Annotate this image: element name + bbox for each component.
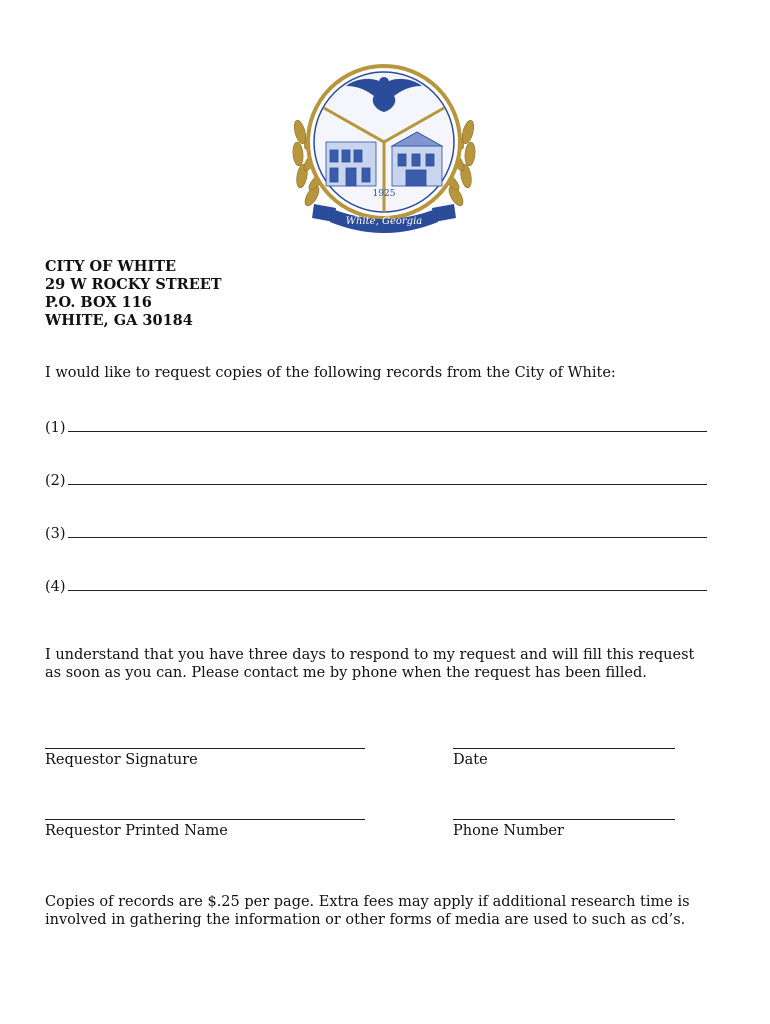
address-line-4: WHITE, GA 30184 [45, 312, 193, 329]
request-line-1[interactable] [45, 416, 707, 436]
address-line-2: 29 W ROCKY STREET [45, 276, 222, 293]
city-address [45, 258, 222, 330]
request-number: (2) [45, 473, 66, 489]
request-line-3[interactable] [45, 522, 707, 542]
request-blank[interactable] [68, 472, 707, 485]
date-blank[interactable] [453, 748, 675, 749]
request-blank[interactable] [68, 578, 707, 591]
fees-note: Copies of records are $.25 per page. Extra fees may apply if additional research time is involved in gathering the information or other forms of media are used to such as cd’s. [45, 894, 690, 928]
request-blank[interactable] [68, 419, 707, 432]
svg-text:White, Georgia: White, Georgia [345, 216, 423, 227]
request-number: (4) [45, 579, 66, 595]
signature-blank[interactable] [45, 748, 365, 749]
request-number: (1) [45, 420, 66, 436]
requestor-signature-label: Requestor Signature [45, 752, 198, 768]
request-blank[interactable] [68, 525, 707, 538]
request-line-4[interactable] [45, 575, 707, 595]
phone-number-label: Phone Number [453, 823, 564, 839]
address-line-1: CITY OF WHITE [45, 258, 177, 275]
intro-text: I would like to request copies of the following records from the City of White: [45, 365, 616, 381]
city-seal-icon [286, 62, 482, 240]
phone-number-blank[interactable] [453, 819, 675, 820]
address-line-3: P.O. BOX 116 [45, 294, 152, 311]
printed-name-blank[interactable] [45, 819, 365, 820]
request-line-2[interactable] [45, 469, 707, 489]
date-label: Date [453, 752, 488, 768]
requestor-printed-name-label: Requestor Printed Name [45, 823, 228, 839]
acknowledgement-text: I understand that you have three days to respond to my request and will fill this request as soon as you can. Please contact me by phone when the request has been filled. [45, 647, 695, 681]
request-number: (3) [45, 526, 66, 542]
svg-text:1925: 1925 [372, 189, 396, 199]
